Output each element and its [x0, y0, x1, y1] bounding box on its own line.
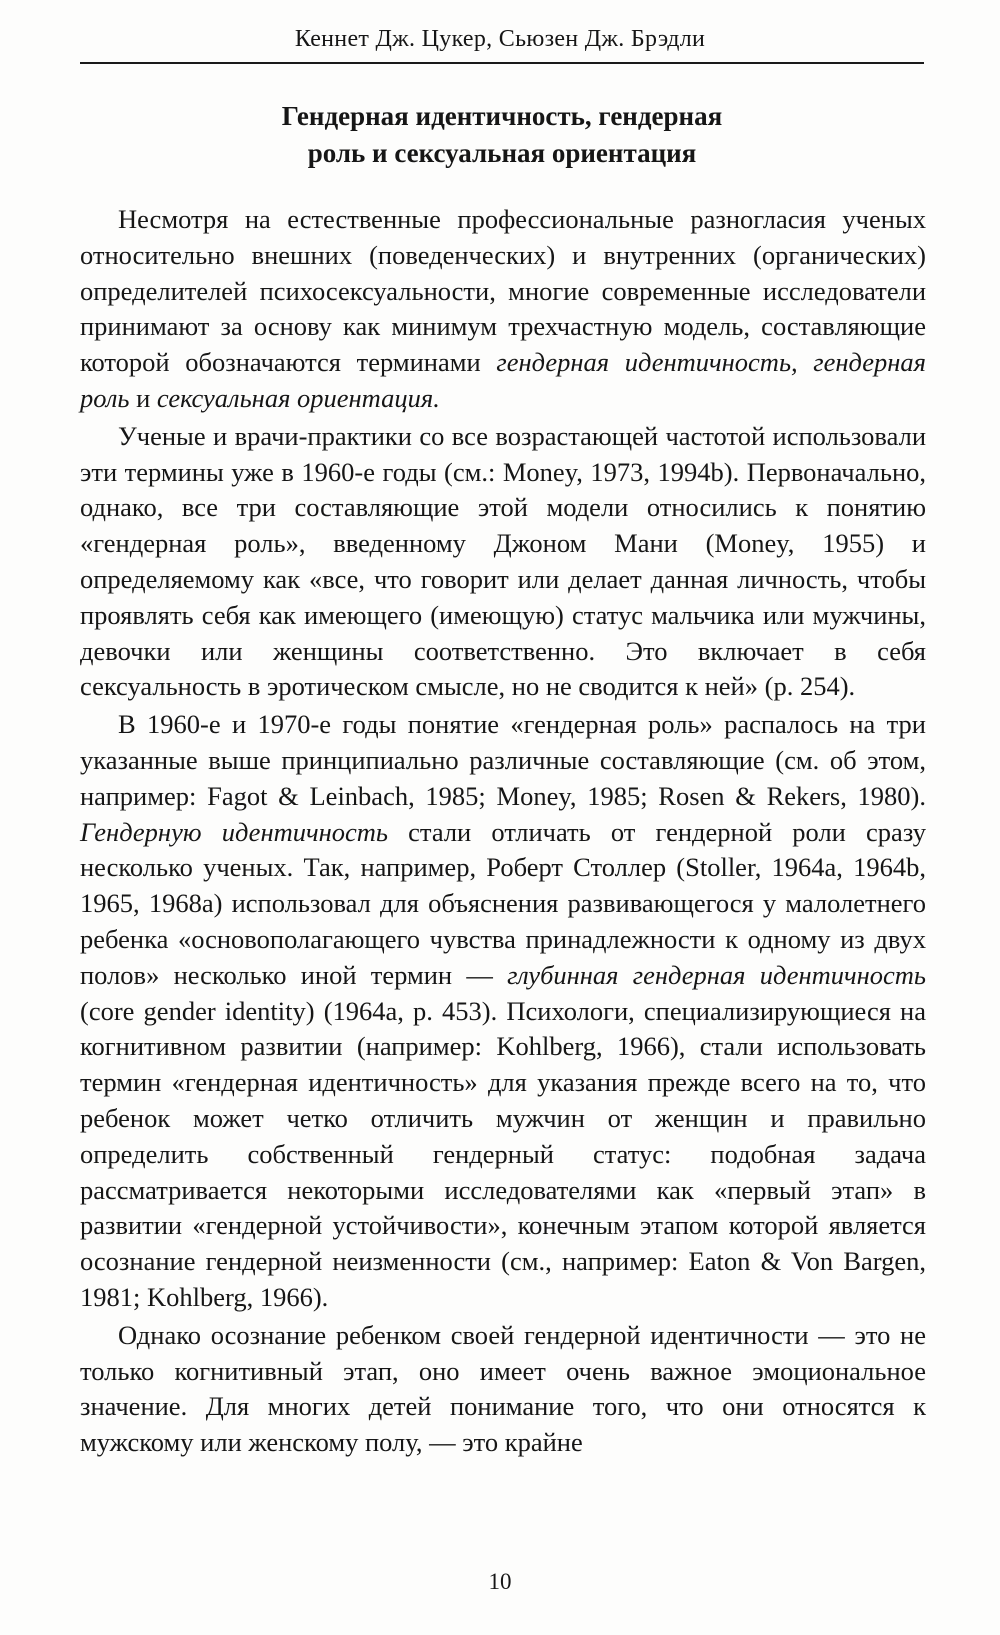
text-run: Однако осознание ребенком своей гендерной идентичности — это не только когнитивный этап, оно имеет очень важное эмоциональное значение. Для многих детей понимание того, что они относятся к мужскому или женскому полу, — это крайне — [80, 1319, 926, 1458]
body-text — [80, 202, 926, 1461]
paragraph — [80, 707, 926, 1316]
chapter-title-line-1: Гендерная идентичность, гендерная — [281, 101, 723, 131]
text-run: Ученые и врачи-практики со все возрастающей частотой использовали эти термины уже в 1960-е годы (см.: Money, 1973, 1994b). Первоначально, однако, все три составляющие этой модели относились к понятию «гендерная роль», введенному Джоном Мани (Money, 1955) и определяемому как «все, что говорит или делает данная личность, чтобы проявлять себя как имеющего (имеющую) статус мальчика или мужчины, девочки или женщины соответственно. Это включает в себя сексуальность в эротическом смысле, но не сводится к ней» (р. 254). — [80, 420, 926, 702]
page-number: 10 — [488, 1569, 512, 1594]
header-rule — [80, 62, 924, 64]
italic-term: сексуальная ориентация. — [156, 382, 440, 413]
text-run: (core gender identity) (1964a, p. 453). Психологи, специализирующиеся на когнитивном развитии (например: Kohlberg, 1966), стали использовать термин «гендерная идентичность» для указания прежде всего на то, что ребенок может четко отличить мужчин от женщин и правильно определить собственный гендерный статус: подобная задача рассматривается некоторыми исследователями как «первый этап» в развитии «гендерной устойчивости», конечным этапом которой является осознание гендерной неизменности (см., например: Eaton & Von Bargen, 1981; Kohlberg, 1966). — [80, 995, 926, 1312]
paragraph — [80, 1318, 926, 1461]
chapter-title-line-2: роль и сексуальная ориентация — [307, 138, 697, 168]
text-run: В 1960-е и 1970-е годы понятие «гендерная роль» распалось на три указанные выше принципиально различные составляющие (см. об этом, например: Fagot & Leinbach, 1985; Money, 1985; Rosen & Rekers, 1980). — [80, 709, 926, 811]
text-run: и — [129, 382, 157, 413]
italic-term: Гендерную идентичность — [80, 816, 388, 847]
italic-term: гендерная идентичность, гендерная роль — [80, 347, 926, 413]
running-header: Кеннет Дж. Цукер, Сьюзен Дж. Брэдли — [294, 26, 706, 52]
italic-term: глубинная гендерная идентичность — [507, 959, 926, 990]
chapter-title — [80, 98, 924, 172]
text-run: стали отличать от гендерной роли сразу несколько ученых. Так, например, Роберт Столлер (Stoller, 1964a, 1964b, 1965, 1968a) использовал для объяснения развивающегося у малолетнего ребенка «основополагающего чувства принадлежности к одному из двух полов» несколько иной термин — — [80, 816, 926, 990]
text-run: Несмотря на естественные профессиональные разногласия ученых относительно внешних (поведенческих) и внутренних (органических) определителей психосексуальности, многие современные исследователи принимают за основу как минимум трехчастную модель, составляющие которой обозначаются терминами — [80, 204, 926, 378]
paragraph — [80, 202, 926, 417]
paragraph — [80, 419, 926, 705]
